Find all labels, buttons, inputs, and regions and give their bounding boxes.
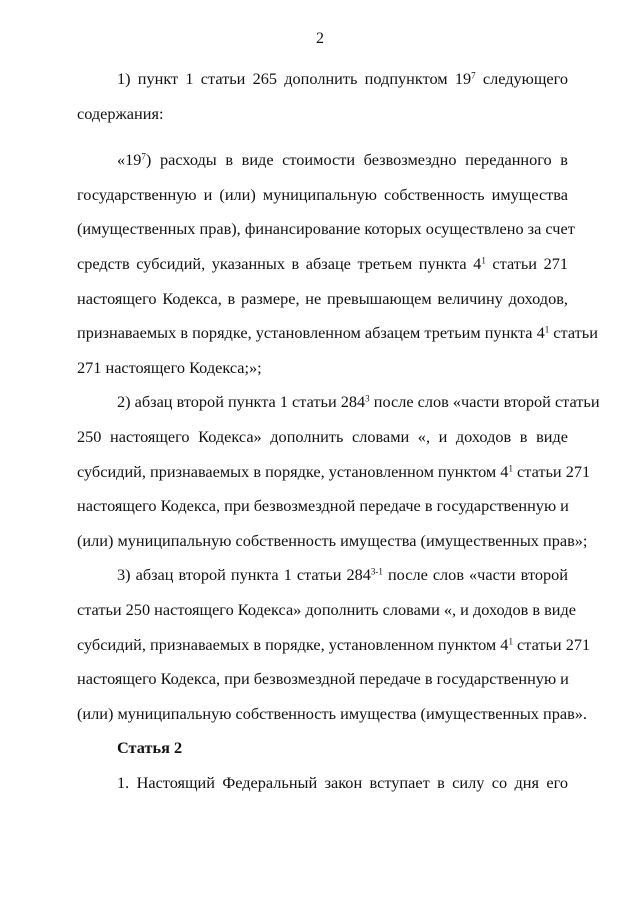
paragraph-3-line: настоящего Кодекса, при безвозмездной передаче в государственную и [77,496,569,516]
paragraph-1-line: содержания: [77,103,164,123]
article-heading: Статья 2 [117,738,183,758]
paragraph-3-line: 250 настоящего Кодекса» дополнить словами «, и доходов в виде [77,426,568,446]
paragraph-2-line: признаваемых в порядке, установленном абзацем третьим пункта $4^1$ статьи [77,323,598,343]
paragraph-5-line: 1. Настоящий Федеральный закон вступает в силу со дня его [117,772,568,792]
document-body [77,69,600,808]
paragraph-2-line: государственную и (или) муниципальную собственность имущества [77,184,568,204]
paragraph-4-line: статьи 250 настоящего Кодекса» дополнить словами «, и доходов в виде [77,599,577,619]
paragraph-3-line: субсидий, признаваемых в порядке, установленном пунктом $4^1$ статьи 271 [77,461,591,481]
paragraph-2-line: средств субсидий, указанных в абзаце третьем пункта $4^1$ статьи 271 [77,253,568,273]
paragraph-4-line: субсидий, признаваемых в порядке, установленном пунктом $4^1$ статьи 271 [77,634,591,654]
page-number: 2 [316,30,324,47]
paragraph-2-line: (имущественных прав), финансирование которых осуществлено за счет [77,219,575,239]
paragraph-2-line: «$19^7$) расходы в виде стоимости безвозмездно переданного в [117,150,568,170]
paragraph-1-line: 1) пункт 1 статьи 265 дополнить подпунктом $19^7$ следующего [117,69,568,88]
paragraph-3-line: (или) муниципальную собственность имущества (имущественных прав»; [77,530,588,550]
paragraph-4-line: 3) абзац второй пункта 1 статьи 284$^{3-1}$ после слов «части второй [117,565,568,585]
paragraph-4-line: настоящего Кодекса, при безвозмездной передаче в государственную и [77,669,569,689]
paragraph-3-line: 2) абзац второй пункта 1 статьи $284^3$ после слов «части второй статьи [117,392,600,412]
paragraph-2-line: настоящего Кодекса, в размере, не превышающем величину доходов, [77,288,568,308]
paragraph-2-line: 271 настоящего Кодекса;»; [77,357,262,377]
paragraph-4-line: (или) муниципальную собственность имущества (имущественных прав». [77,703,587,723]
